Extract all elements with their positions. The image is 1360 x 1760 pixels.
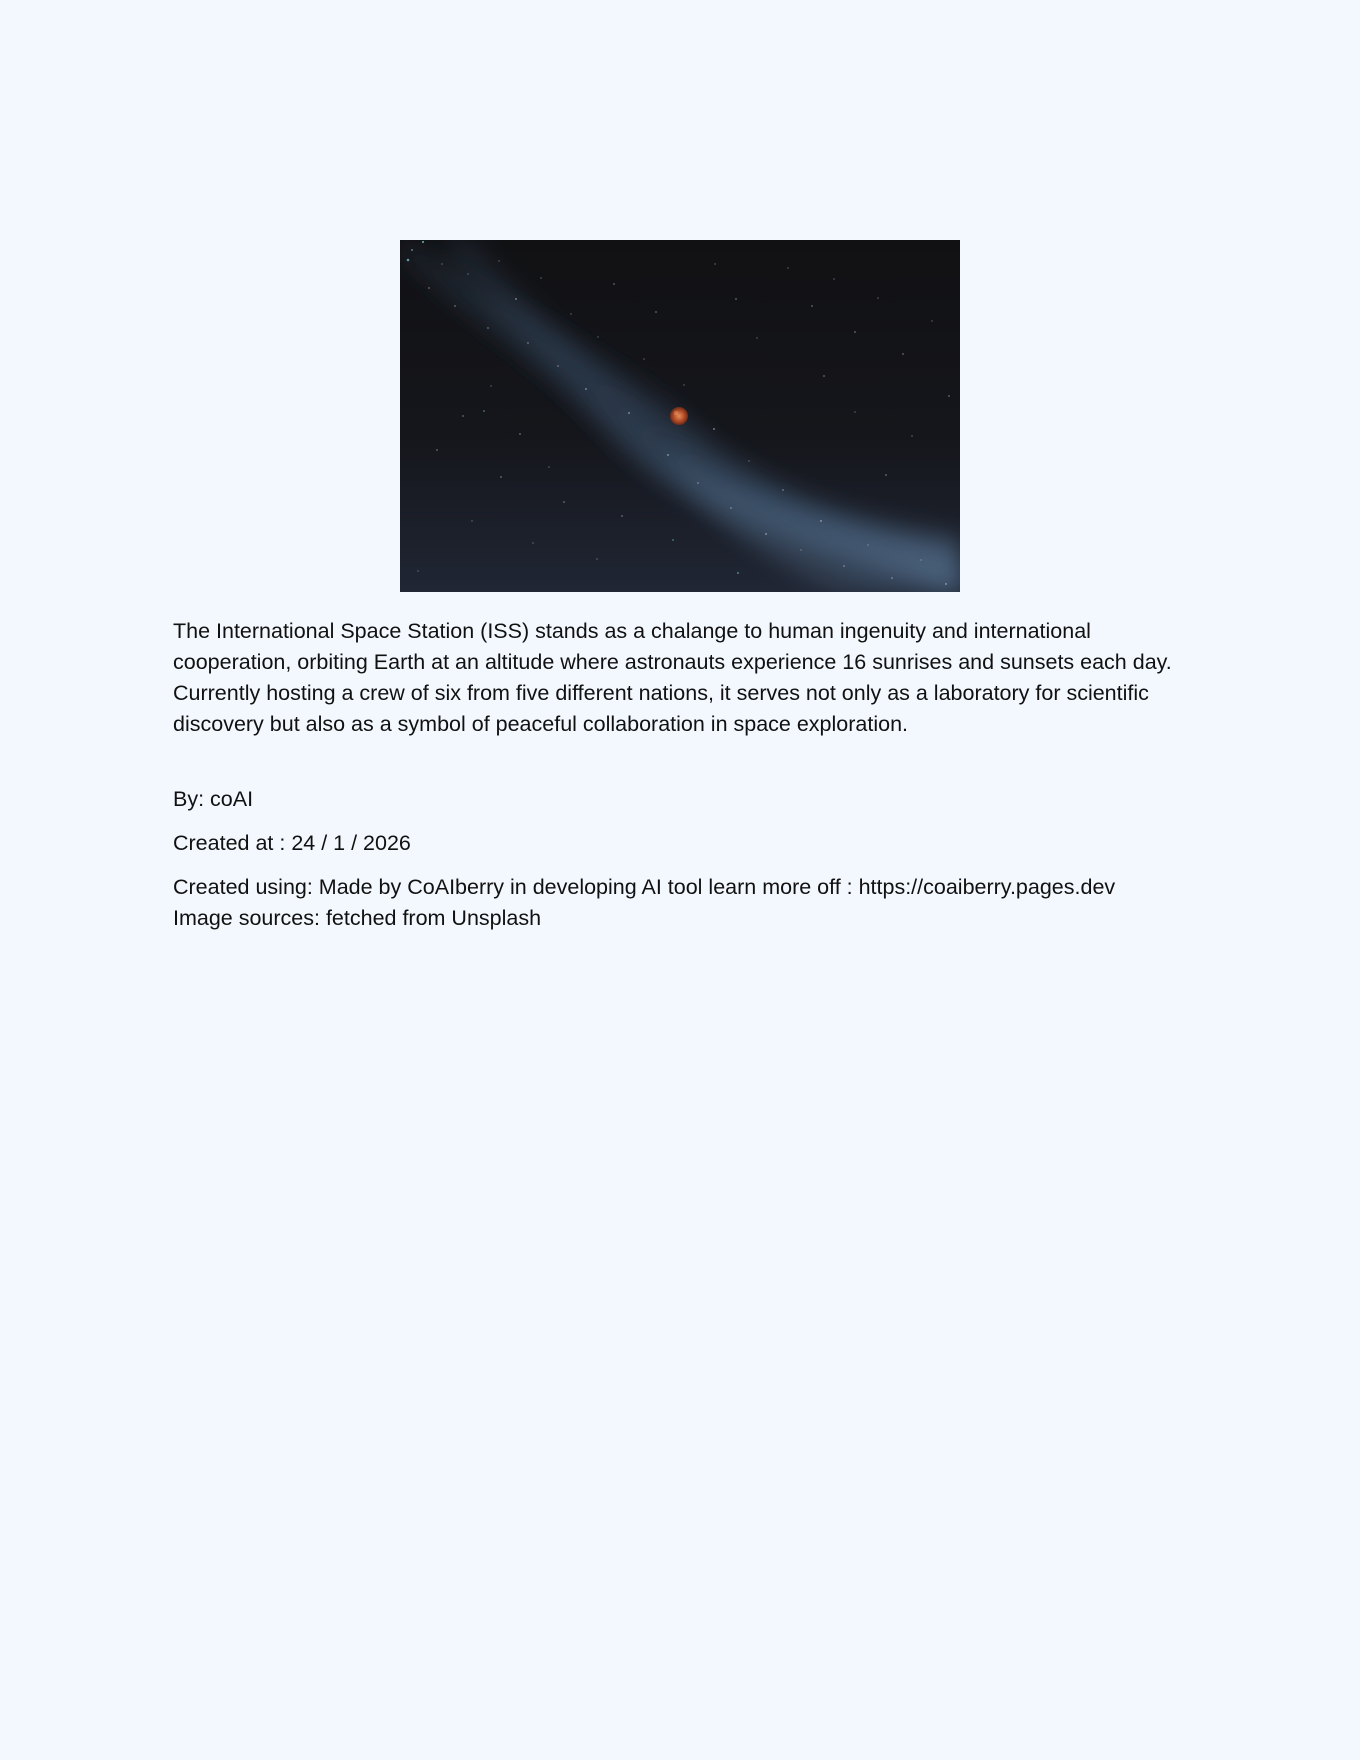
image-sources-line: Image sources: fetched from Unsplash [173, 906, 542, 930]
created-using-line: Created using: Made by CoAIberry in developing AI tool learn more off : https://coaiberry.pages.dev [173, 875, 1116, 899]
author-line: By: coAI [173, 787, 254, 811]
article-description: The International Space Station (ISS) stands as a chalange to human ingenuity and international cooperation, orbiting Earth at an altitude where astronauts experience 16 sunrises and sunsets each day. Currently hosting a crew of six from five different nations, it serves not only as a laboratory for scientific discovery but also as a symbol of peaceful collaboration in space exploration. [173, 619, 1172, 736]
red-moon-icon [670, 407, 688, 425]
article-content [173, 616, 1187, 934]
created-date-line: Created at : 24 / 1 / 2026 [173, 831, 411, 855]
space-hero-image [400, 240, 960, 592]
